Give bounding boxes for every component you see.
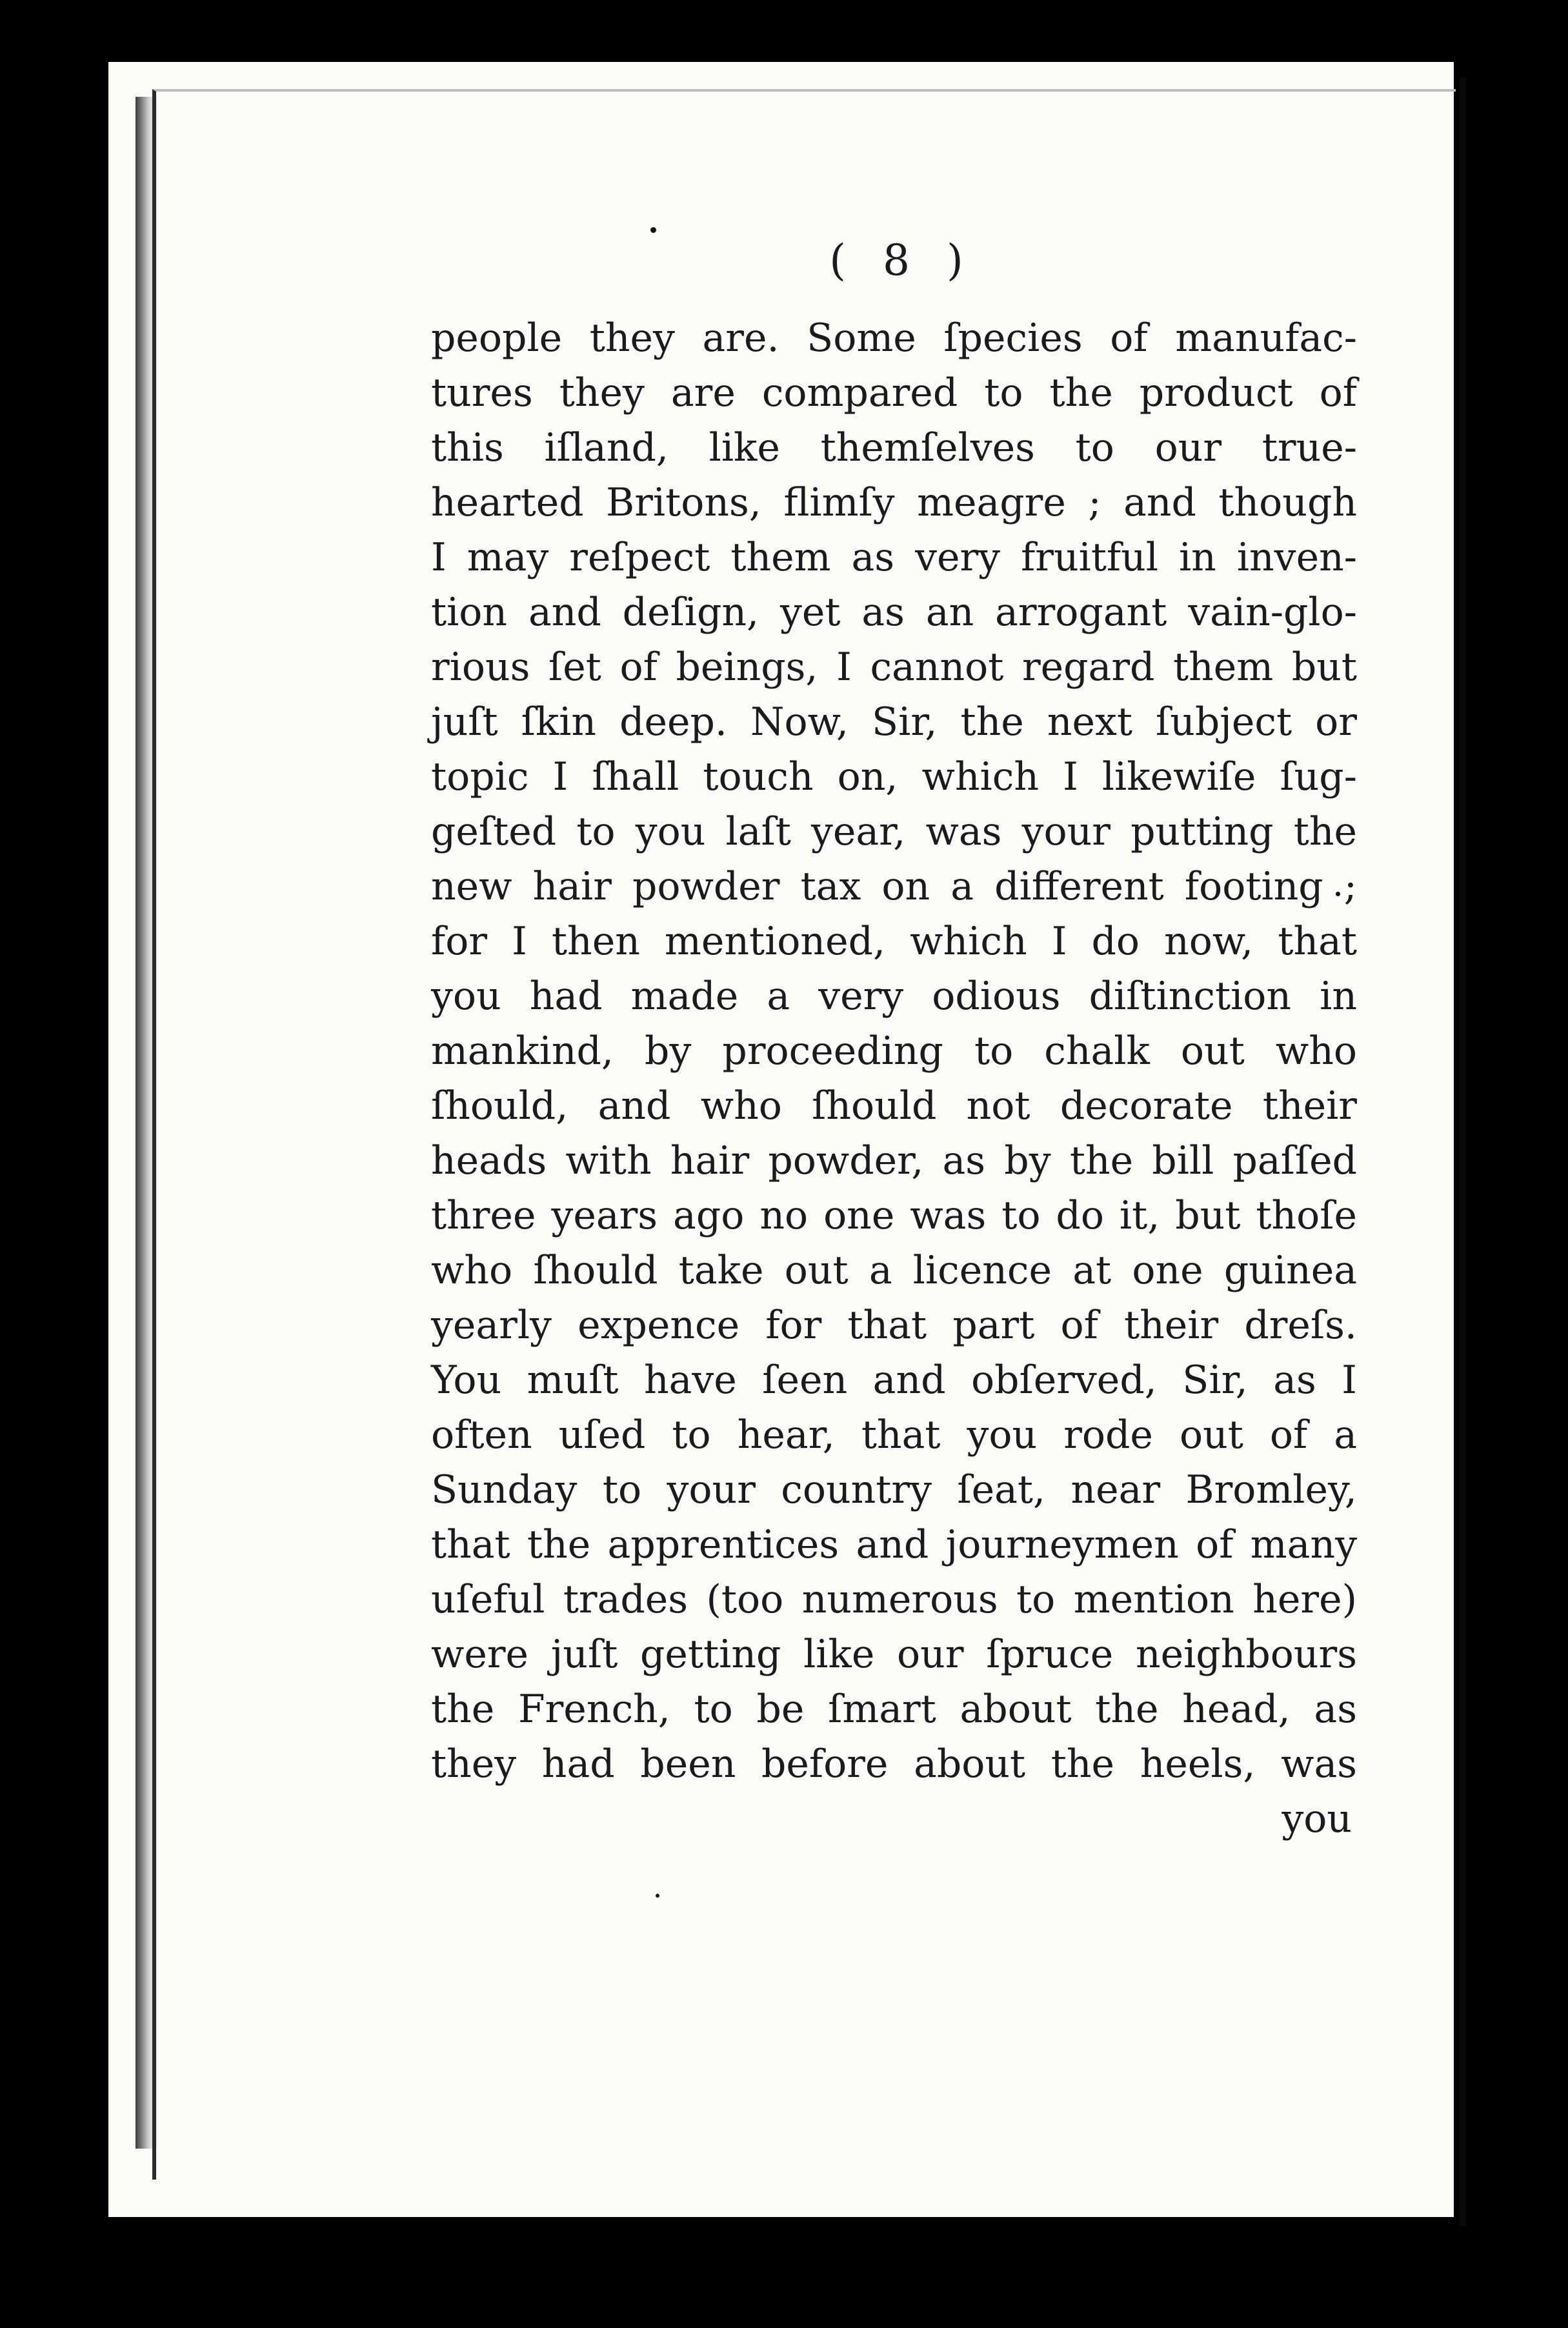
text-line: mankind, by proceeding to chalk out who <box>431 1029 1357 1074</box>
text-line: the French, to be ſmart about the head, as <box>431 1687 1357 1732</box>
text-line: you had made a very odious diſtinction in <box>431 974 1357 1019</box>
text-line: people they are. Some ſpecies of manufac- <box>431 316 1357 361</box>
text-line: uſeful trades (too numerous to mention here) <box>431 1577 1357 1622</box>
text-line: You muſt have ſeen and obſerved, Sir, as I <box>431 1358 1357 1403</box>
text-line: heads with hair powder, as by the bill paſſed <box>431 1138 1357 1183</box>
text-line: hearted Britons, flimſy meagre ; and though <box>431 480 1357 525</box>
text-line: this iſland, like themſelves to our true- <box>431 425 1357 470</box>
text-line: tion and deſign, yet as an arrogant vain-glo- <box>431 590 1357 635</box>
scan-speck <box>656 1894 659 1898</box>
text-line: who ſhould take out a licence at one guinea <box>431 1248 1357 1293</box>
text-line: Sunday to your country ſeat, near Bromley, <box>431 1467 1357 1512</box>
scan-speck <box>650 227 656 233</box>
text-line: tures they are compared to the product of <box>431 370 1357 416</box>
text-line: were juſt getting like our ſpruce neighbours <box>431 1632 1357 1677</box>
page-text <box>431 236 1357 1847</box>
text-line: rious ſet of beings, I cannot regard them but <box>431 645 1357 690</box>
text-line: ſhould, and who ſhould not decorate their <box>431 1083 1357 1129</box>
text-line: they had been before about the heels, was <box>431 1741 1357 1787</box>
text-line: geſted to you laſt year, was your putting the <box>431 809 1357 854</box>
binding-edge <box>1460 77 1466 2226</box>
page-number: ( 8 ) <box>829 236 975 285</box>
text-line: three years ago no one was to do it, but thoſe <box>431 1193 1357 1238</box>
text-line: that the apprentices and journeymen of many <box>431 1522 1357 1567</box>
catchword: you <box>1282 1796 1352 1841</box>
text-line: often uſed to hear, that you rode out of a <box>431 1412 1357 1458</box>
text-line: juſt ſkin deep. Now, Sir, the next ſubject or <box>431 699 1357 745</box>
text-line: yearly expence for that part of their dreſs. <box>431 1303 1357 1348</box>
text-line: I may reſpect them as very fruitful in inven- <box>431 535 1357 580</box>
text-line: new hair powder tax on a different footing ; <box>431 864 1357 909</box>
text-line: for I then mentioned, which I do now, that <box>431 919 1357 964</box>
text-line: topic I ſhall touch on, which I likewiſe ſug- <box>431 754 1357 799</box>
